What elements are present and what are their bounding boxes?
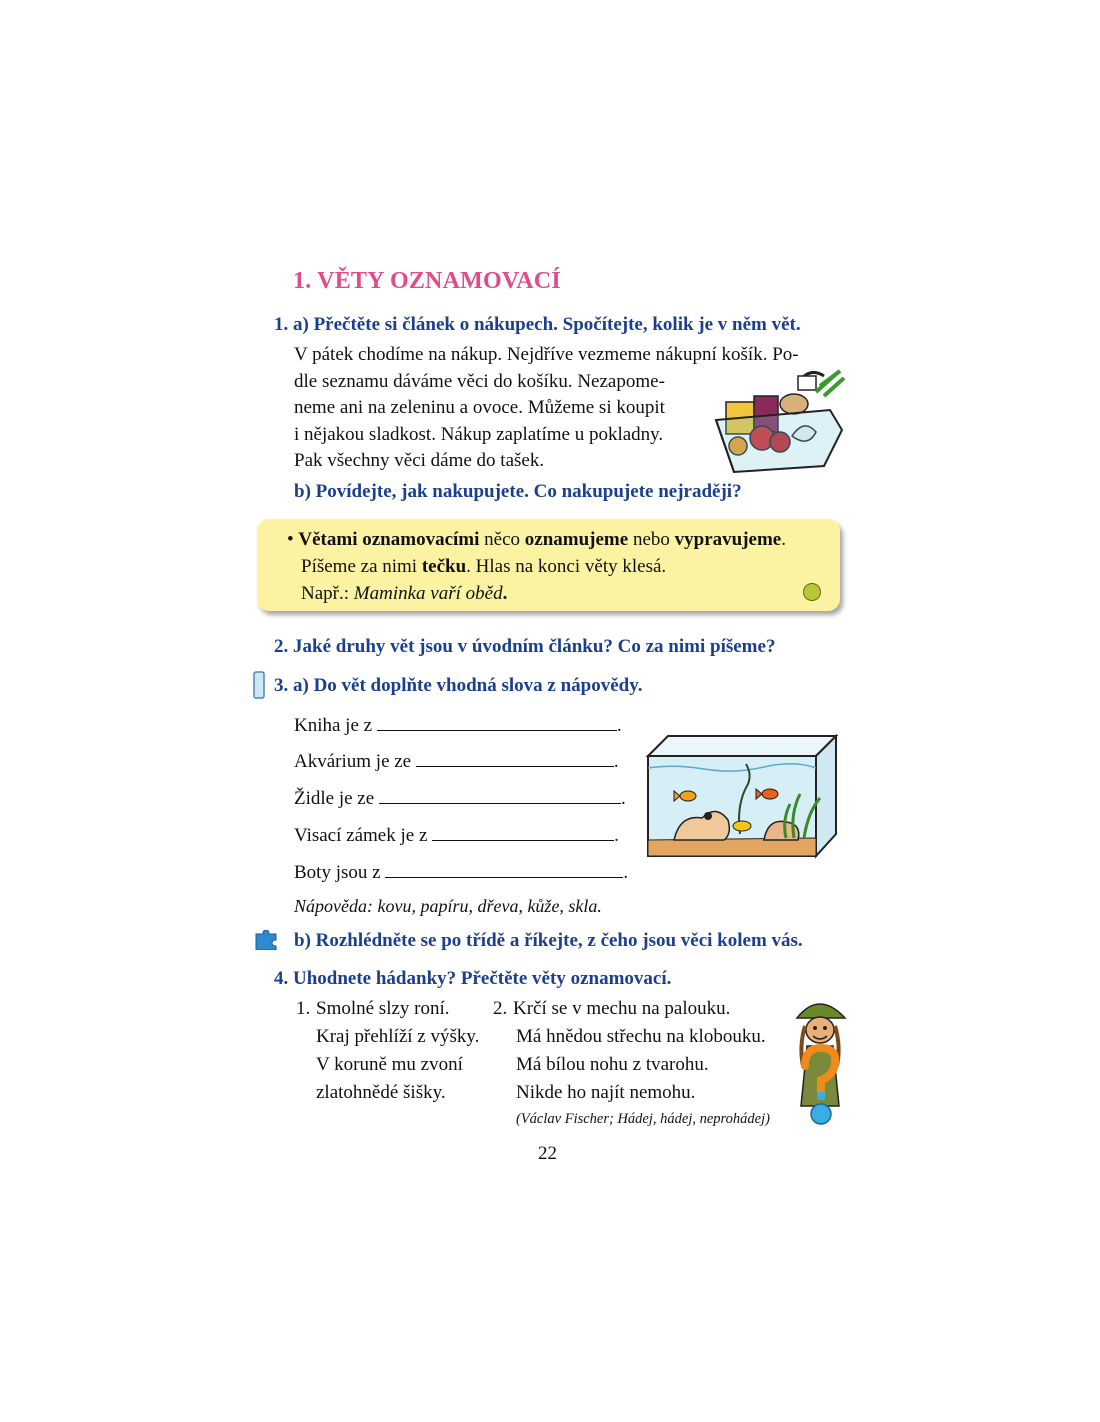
rule-text: . <box>781 529 786 550</box>
answer-blank[interactable] <box>416 748 614 767</box>
rule-term: oznamujeme <box>524 529 629 550</box>
riddle-line: Smolné slzy roní. <box>316 998 450 1019</box>
goblin-question-mark-illustration <box>791 996 849 1130</box>
riddle-line: zlatohnědé šišky. <box>316 1082 446 1103</box>
answer-blank[interactable] <box>379 785 621 804</box>
fill-row-label: Akvárium je ze <box>294 751 412 772</box>
exercise-3b-question: b) Rozhlédněte se po třídě a říkejte, z čeho jsou věci kolem vás. <box>294 930 803 951</box>
fill-row <box>294 859 628 887</box>
answer-blank[interactable] <box>385 859 623 878</box>
page-number: 22 <box>538 1143 557 1164</box>
fill-row <box>294 785 626 813</box>
fill-row <box>294 822 619 850</box>
aquarium-illustration <box>644 734 840 860</box>
rule-line-1 <box>287 526 786 553</box>
text-line: neme ani na zeleninu a ovoce. Můžeme si koupit <box>294 397 665 418</box>
rule-term: tečku <box>421 556 467 577</box>
row-dot: . <box>623 862 629 883</box>
text-line: Pak všechny věci dáme do tašek. <box>294 450 545 471</box>
text-line: V pátek chodíme na nákup. Nejdříve vezmeme nákupní košík. Po- <box>294 344 799 365</box>
example-sentence: Maminka vaří oběd <box>353 583 503 604</box>
exercise-4-question: 4. Uhodnete hádanky? Přečtěte věty oznamovací. <box>274 968 672 989</box>
exercise-3a-question: 3. a) Do vět doplňte vhodná slova z nápovědy. <box>274 675 643 696</box>
fill-row-label: Kniha je z <box>294 715 373 736</box>
riddle-2-number: 2. <box>493 998 508 1019</box>
fill-row <box>294 712 622 740</box>
rule-text: nebo <box>628 529 675 550</box>
exercise-1b-question <box>294 481 742 503</box>
answer-blank[interactable] <box>432 822 614 841</box>
riddle-line: Krčí se v mechu na palouku. <box>513 998 731 1019</box>
example-prefix: Např.: <box>301 583 354 604</box>
puzzle-icon <box>254 930 278 950</box>
text-line: dle seznamu dáváme věci do košíku. Nezapome- <box>294 370 665 392</box>
shopping-basket-illustration <box>712 366 847 476</box>
riddle-2 <box>513 995 766 1107</box>
example-dot: . <box>502 583 508 604</box>
fill-row-label: Židle je ze <box>294 788 375 809</box>
fill-row <box>294 748 619 776</box>
exercise-1a-question: 1. a) Přečtěte si článek o nákupech. Spočítejte, kolik je v něm vět. <box>274 314 801 335</box>
row-dot: . <box>616 715 622 736</box>
fill-row-label: Boty jsou z <box>294 862 381 883</box>
rule-line-2 <box>301 553 666 580</box>
rule-text: Píšeme za nimi <box>301 556 422 577</box>
hint-text: Nápověda: kovu, papíru, dřeva, kůže, skla. <box>294 896 602 916</box>
answer-blank[interactable] <box>377 712 617 731</box>
riddle-line: Má bílou nohu z tvarohu. <box>516 1054 709 1075</box>
rule-text: . Hlas na konci věty klesá. <box>466 556 667 577</box>
smiley-icon <box>803 583 821 601</box>
fill-row-label: Visací zámek je z <box>294 825 428 846</box>
row-dot: . <box>613 751 619 772</box>
riddle-line: Má hnědou střechu na klobouku. <box>516 1026 766 1047</box>
riddle-1-number: 1. <box>296 998 311 1019</box>
citation: (Václav Fischer; Hádej, hádej, neprohádej) <box>516 1111 770 1127</box>
notebook-icon <box>251 670 267 700</box>
exercise-2-question: 2. Jaké druhy vět jsou v úvodním článku? Co za nimi píšeme? <box>274 636 776 657</box>
row-dot: . <box>614 825 619 846</box>
riddle-line: Nikde ho najít nemohu. <box>516 1082 696 1103</box>
riddle-line: V koruně mu zvoní <box>316 1054 463 1075</box>
page-title: 1. VĚTY OZNAMOVACÍ <box>293 268 561 294</box>
rule-term: vypravujeme <box>674 529 782 550</box>
text-line: i nějakou sladkost. Nákup zaplatíme u pokladny. <box>294 423 664 445</box>
riddle-1 <box>316 995 479 1107</box>
rule-text: něco <box>479 529 525 550</box>
riddle-line: Kraj přehlíží z výšky. <box>316 1026 480 1047</box>
rule-term: Větami oznamovacími <box>298 529 480 550</box>
row-dot: . <box>620 788 626 809</box>
rule-example <box>301 580 507 607</box>
exercise-1b-label: b) <box>294 481 311 502</box>
bullet: • <box>287 529 294 550</box>
exercise-1b-text: Povídejte, jak nakupujete. Co nakupujete nejraději? <box>315 481 742 502</box>
